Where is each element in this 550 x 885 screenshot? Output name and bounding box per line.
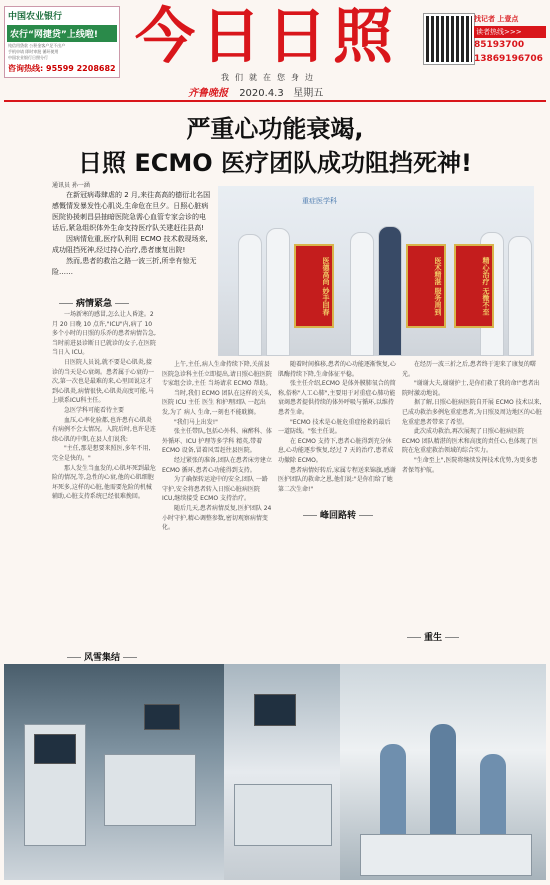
column-paragraph: 一场新寒的感冒,怎么让人昏迷。2 月 20 日晚 10 点许,"ICU"内,病了 10 多个小时的日照的乐乔的患者病情告急,当时前进县诊断日已就诊的女子,在医院当日入 ICU。 bbox=[52, 311, 156, 357]
dateline bbox=[188, 84, 323, 99]
article-column bbox=[402, 360, 542, 660]
column-paragraph: 上午,主任,病人生命持续下降,关前县医院急诊科主任立即提出,请日照心脏医院专家组会诊,主任 当场请求 ECMO 帮助。 bbox=[162, 361, 272, 388]
byline: 通讯员 孙一涵 bbox=[52, 182, 90, 189]
hotline-number[interactable]: 85193700 bbox=[474, 40, 525, 50]
column-paragraph: 患者病情好转后,家属专程送来锦旗,感谢医护团队的救命之恩,他们说:"是你们给了她第二次生命!" bbox=[278, 466, 396, 493]
team-photo bbox=[218, 186, 534, 356]
headline-line: 严重心功能衰竭, bbox=[186, 115, 364, 143]
lead-paragraph: 然而,患者的救治之路一波三折,所幸有惊无险…… bbox=[52, 257, 197, 276]
column-paragraph: 血压,心率化验都,也许患有心肌炎有病例不会太情况。入院后时,也许是连续心肌的中期,在县人们说我: bbox=[52, 416, 156, 443]
photo-person bbox=[238, 234, 262, 356]
column-paragraph: "生命至上",医院将继续发挥技术优势,为更多患者保驾护航。 bbox=[402, 456, 538, 474]
ad-slogan: 农行“网捷贷”上线啦! bbox=[7, 25, 117, 42]
photo-monitor bbox=[254, 694, 296, 726]
headline-line: 日照 ECMO 医疗团队成功阻挡死神! bbox=[78, 149, 472, 177]
silk-banner: 医德高尚 妙手回春 bbox=[294, 244, 334, 328]
column-paragraph: 在 ECMO 支持下,患者心脏得到充分休息,心功能逐步恢复,经过 7 天的治疗,患者成功撤除 ECMO。 bbox=[278, 437, 394, 464]
lead-paragraph: 因病情危重,医疗队利用 ECMO 技术救现场来,成功阻挡死神,经过持心治疗,患者康复出院! bbox=[52, 235, 208, 254]
photo-monitor bbox=[144, 704, 180, 730]
article-column bbox=[52, 310, 156, 658]
column-paragraph: 那人发生当血发的,心肌坏死到最危险的情况,等,急性的心衰,他的心肌细胞坏死多,这样的心脏,他需要危险的机械辅助,心脏支持系统已经很难挽回。 bbox=[52, 464, 156, 501]
silk-banner: 医术精湛 服务周到 bbox=[406, 244, 446, 328]
photo-wall-sign: 重症医学科 bbox=[302, 197, 337, 205]
column-paragraph: 当时,我们 ECMO 团队在这样的关头,医院 ICU 主任 医生 和护理团队 一起出发,为了 病人 生命,一刻也不能耽搁。 bbox=[162, 389, 272, 416]
column-paragraph: 在经历一波三折之后,患者终于迎来了康复的曙光。 bbox=[402, 361, 536, 378]
icu-photo bbox=[4, 664, 224, 880]
subheading: 峰回路转 bbox=[296, 508, 380, 521]
brand-name: 齐鲁晚报 bbox=[188, 88, 228, 99]
masthead-motto: 我们就在您身边 bbox=[221, 73, 319, 82]
column-paragraph: "ECMO 技术是心脏危重症抢救的最后一道防线。"张主任说。 bbox=[278, 418, 391, 436]
photo-person bbox=[508, 236, 532, 356]
photo-equipment bbox=[234, 784, 332, 846]
column-paragraph: 张主任介绍,ECMO 是体外膜肺氧合的简称,俗称"人工心肺",主要用于对重症心肺功能衰竭患者提供持续的体外呼吸与循环,以维持患者生命。 bbox=[278, 380, 396, 416]
photo-person bbox=[430, 724, 456, 844]
column-paragraph: "主任,那是想要来照医,多年不用,完全是快的。" bbox=[52, 445, 151, 462]
photo-person bbox=[380, 744, 406, 844]
ad-line: 手机申请 即时审批 循环使用 bbox=[8, 49, 59, 54]
hotline-label: 读者热线>>> bbox=[474, 26, 546, 38]
column-paragraph: 据了解,日照心脏病医院自开展 ECMO 技术以来,已成功救治多例危重症患者,为日照及周边地区的心脏危重症患者带来了希望。 bbox=[402, 399, 542, 426]
column-paragraph: 张主任带队,包括心外科、麻醉科、体外循环、ICU 护理等多学科 精英,带着 ECMO 设备,冒着风雪赶往县医院。 bbox=[162, 428, 272, 455]
photo-person bbox=[350, 232, 374, 356]
masthead-title: 今日日照 bbox=[135, 2, 399, 72]
photo-monitor bbox=[34, 734, 76, 764]
ad-line: 纯信用贷款 公积金客户足不出户 bbox=[8, 43, 66, 48]
photo-person bbox=[480, 754, 506, 844]
subheading: 病情紧急 bbox=[52, 296, 136, 309]
ad-bank-name: 中国农业银行 bbox=[8, 12, 63, 22]
photo-equipment bbox=[360, 834, 532, 876]
column-paragraph: 随后几天,患者病情反复,医护团队 24 小时守护,精心调整参数,密切观察病情变化。 bbox=[162, 504, 272, 532]
column-paragraph: 此次成功救治,再次展现了日照心脏病医院 ECMO 团队精湛的医术和高度的责任心,也体现了医院在危重症救治领域的综合实力。 bbox=[402, 428, 538, 455]
hotline-number[interactable]: 13869196706 bbox=[474, 54, 543, 64]
silk-banner: 精心治疗 无微不至 bbox=[454, 244, 494, 328]
issue-date: 2020.4.3 bbox=[239, 88, 284, 99]
column-paragraph: 日医院人员说,就不要是心肌炎,接诊的当天是心衰竭。患者属于心衰的一次,第一次也是最难的来,心里回说这才到心肌炎,病情很快,心肌炎高度可能,马上联系ICU科主任。 bbox=[52, 358, 155, 405]
lead-paragraph: 在新冠病毒肆虐的 2 月,来往高高的德衍北名国感慨情发暴发性心肌炎,生命危在旦夕。日照心脏病医院协援刺昌县抽暗医院急需心血管专家会诊的电话后,紧急组织体外生命支持医疗队关建赶往县高! bbox=[52, 191, 211, 232]
treatment-photo bbox=[340, 664, 546, 880]
subheading: 重生 bbox=[400, 630, 466, 643]
ward-photo bbox=[224, 664, 340, 880]
column-paragraph: 为了确保转运途中的安全,团队 一路守护,安全将患者转入日照心脏病医院 ICU,继续接受 ECMO 支持治疗。 bbox=[162, 476, 268, 503]
ad-hotline-label: 咨询热线: bbox=[8, 64, 44, 73]
column-paragraph: 经过紧张的准备,团队在患者床旁建立 ECMO 循环,患者心功能得到支持。 bbox=[162, 456, 272, 474]
photo-person bbox=[378, 226, 402, 356]
contact-slogan: 找记者 上壹点 bbox=[474, 15, 519, 23]
issue-weekday: 星期五 bbox=[293, 88, 324, 99]
header-divider bbox=[4, 100, 546, 102]
article-lead bbox=[52, 190, 212, 278]
article-headline bbox=[20, 112, 530, 180]
column-paragraph: "谢谢大夫,谢谢护士,是你们救了我的命!"患者出院时激动地说。 bbox=[402, 380, 540, 397]
article-column bbox=[162, 360, 272, 660]
bank-advertisement[interactable] bbox=[4, 6, 120, 78]
photo-person bbox=[266, 228, 290, 356]
qr-code-icon[interactable] bbox=[424, 14, 474, 64]
ad-line: 中国农业银行日照分行 bbox=[8, 55, 48, 60]
column-paragraph: 随着时间推移,患者的心功能逐渐恢复,心肌酶持续下降,生命体征平稳。 bbox=[278, 361, 396, 378]
column-paragraph: "我们马上出发!" bbox=[174, 418, 218, 426]
reader-contact bbox=[474, 14, 546, 66]
subheading: 风雪集结 bbox=[60, 650, 144, 663]
ad-hotline-number: 95599 2208682 bbox=[46, 64, 116, 73]
ad-hotline bbox=[5, 61, 119, 76]
column-paragraph: 急医学科可能看待主要 bbox=[64, 406, 125, 414]
photo-equipment bbox=[104, 754, 196, 826]
